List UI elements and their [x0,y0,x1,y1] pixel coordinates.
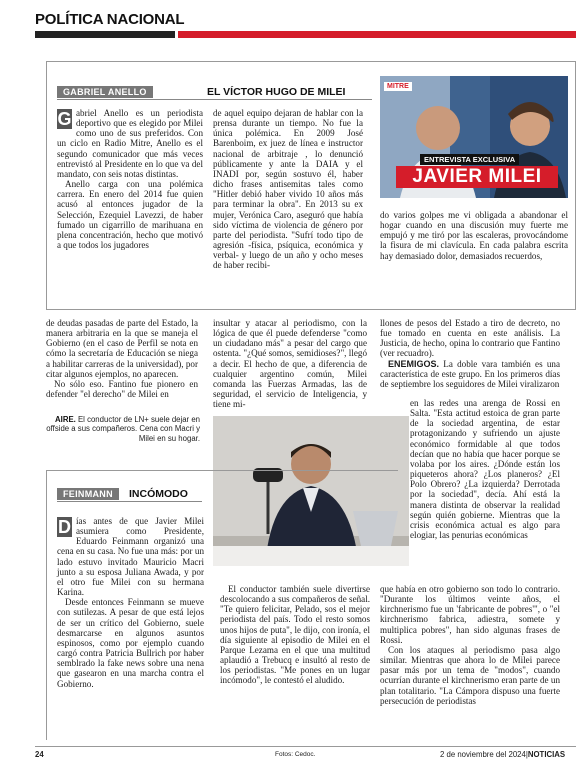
main-column-1 [46,318,198,399]
box1-column-1 [57,108,203,250]
main-col3-p1: llones de pesos del Estado a tiro de decreto, no fue tomado en cuenta en este análisis. La Justicia, de hecho, opina lo contrario que Fantino (ver recuadro). [380,318,560,359]
box2-dropcap: D [58,517,71,537]
main-column-3-bottom [380,584,560,706]
box1-column-2 [213,108,363,271]
box1-header [57,86,372,100]
main-column-2-lower [220,584,370,686]
main-col3-narrow-p: en las redes una arenga de Rossi en Salta. "Esta actitud estoica de gran parte de la sociedad argentina, de estar protagonizando y sufriendo un ajuste económico formidable al que todos decían que no había que hacer porque se volaba por los aires. ¿Dónde están los piqueteros ahora? ¿Los planeros? ¿El Polo Obrero? ¿La izquierda? Derrotada por la sociedad", decía. Ahí está la manera distinta de observar la realidad según quién gobierne. Mientras que la crisis económica actual es algo para elogiar, las penurias económicas [410,398,560,541]
box2-title: INCÓMODO [129,488,188,500]
box2-p2: Desde entonces Feinmann se mueve con sutilezas. A pesar de que está lejos de ser un crítico del Gobierno, suele desmarcarse en algunos asuntos espinosos, como por ejemplo cuando cargó contra Patricia Bullrich por haber semblrado la fake news sobre una nena que gasearon en una marcha contra el Gobierno. [57,597,204,689]
section-bar-dark [35,31,175,38]
banner-milei: JAVIER MILEI [396,166,558,188]
radio-logo: MITRE [384,82,412,91]
box2-kicker: FEINMANN [57,488,119,500]
issue-date: 2 de noviembre del 2024 [440,750,526,759]
magazine-name: NOTICIAS [527,750,566,759]
box1-dropcap: G [57,109,72,129]
main-column-2 [213,318,367,409]
box1-col2-p1: de aquel equipo dejaran de hablar con la prensa durante un tiempo. No fue la única polémica. En 2009 José Barenboim, ex juez de línea e instructor nacional de arbitraje , lo denunció públicamente y ante la DAIA y el INADI por, según sostuvo él, haber dicho frases antisemitas tales como "Hitler debió haber vivido 10 años más para terminar la obra". En 2013 su ex mujer, Verónica Caro, aseguró que había sido víctima de violencia de género por parte del periodista. "Sufrí todo tipo de agresión -física, psíquica, económica y verbal- y luego de un año y ocho meses de haber recibi- [213,108,363,271]
photo-credit: Fotos: Cedoc. [275,751,316,758]
main-col3-bottom-p1: que había en otro gobierno son todo lo contrario. "Durante los últimos veinte años, el kirchnerismo fue un 'fabricante de pobres'", o "el kirchnerismo fabrica, adiestra, somete y multiplica pobres", han sido algunas frases de Rossi. [380,584,560,645]
banner-exclusive: ENTREVISTA EXCLUSIVA [420,154,519,165]
box1-col1-p2: Anello carga con una polémica carrera. En enero del 2014 fue quien acusó al entonces jugador de la Selección, Ezequiel Lavezzi, de haber fumado un cigarrillo de marihuana en plena concentración, hecho que motivó a que todos los jugadores [57,179,203,251]
issue-info: 2 de noviembre del 2024|NOTICIAS [440,750,566,759]
main-col3-p2: La doble vara también es una característica de este grupo. En los primeros días de septiembre los seguidores de Milei viralizaron [380,358,560,389]
footer-rule [35,746,576,747]
photo-caption [46,415,200,443]
main-col2-lower-p1: El conductor también suele divertirse descolocando a sus compañeros de señal. "Te quiero felicitar, Pelado, sos el mejor periodista del país. Todo el resto somos unos hijos de puta", le dijo, con ironía, el día siguiente al episodio de Milei en el Parque Lezama en el que una multitud aplaudió a Trebucq e insultó al resto de los periodistas. "Me pones en un lugar incómodo", le contestó el aludido. [220,584,370,686]
sidebar-box-feinmann [46,470,398,471]
section-lead-enemigos: ENEMIGOS. [388,358,440,369]
section-bar-red [178,31,576,38]
feinmann-photo [213,416,409,566]
box2-column [57,516,204,689]
box1-column-3 [380,210,568,261]
main-column-3-top [380,318,560,389]
main-col1-p1: de deudas pasadas de parte del Estado, la manera arbitraria en la que se maneja el Gobierno (en el caso de Perfil se nota en cómo la secretaría de Educación se niega a habilitar carreras de la universidad), por citar algunos ejemplos, no aparecen. [46,318,198,379]
feinmann-photo-art [213,416,409,566]
caption-lead: AIRE. [55,415,76,424]
sidebar-box-feinmann-left [46,470,47,740]
box1-kicker: GABRIEL ANELLO [57,86,153,98]
main-col1-p2: No sólo eso. Fantino fue pionero en defender "el derecho" de Milei en [46,378,198,400]
box1-title: EL VÍCTOR HUGO DE MILEI [207,86,346,98]
main-col3-bottom-p2: Con los ataques al periodismo pasa algo similar. Mientras que ahora lo de Milei parece pasar más por un tema de "modos", cuando ocurrían durante el kirchnerismo eran parte de un plan totalitario. "La Cámpora dispuso una fuerte persecución de periodistas [380,644,560,706]
box1-col3-p1: do varios golpes me vi obligada a abandonar el hogar cuando en una discusión muy fuerte me empujó y me tiró por las escaleras, provocándome la fisura de mi clavícula. En cada palabra escrita hay demasiado dolor, demasiados recuerdos, [380,210,568,261]
page-number: 24 [35,750,44,759]
section-title: POLÍTICA NACIONAL [35,11,185,28]
box2-p1: ías antes de que Javier Milei asumiera como Presidente, Eduardo Feinmann organizó una cena en su casa. No fue una más: por un lado estuvo invitado Mauricio Macri junto a su esposa Juliana Awada, y por el otro fue Milei con su hermana Karina. [57,516,204,598]
caption-text: El conductor de LN+ suele dejar en offside a sus compañeros. Cena con Macri y Milei en su hogar. [46,415,200,443]
main-column-3-narrow [410,398,560,540]
main-col2-p1: insultar y atacar al periodismo, con la lógica de que él puede defenderse "como un ciudadano más" a pesar del cargo que ostenta. "¿Qué somos, semidioses?", llegó a decir. El hecho de que, a diferencia de cualquier argentino común, Milei comanda las Fuerzas Armadas, las de seguridad, el servicio de Inteligencia, y tiene mi- [213,318,367,410]
box2-header [57,488,202,502]
interview-photo [380,76,568,198]
box1-col1-p1: abriel Anello es un periodista deportivo que es elegido por Milei como uno de sus preferidos. Con un ciclo en Radio Mitre, Anello es el segundo comunicador que más veces entrevistó al Presidente en lo que va del mandato, con seis notas distintas. [57,108,203,179]
